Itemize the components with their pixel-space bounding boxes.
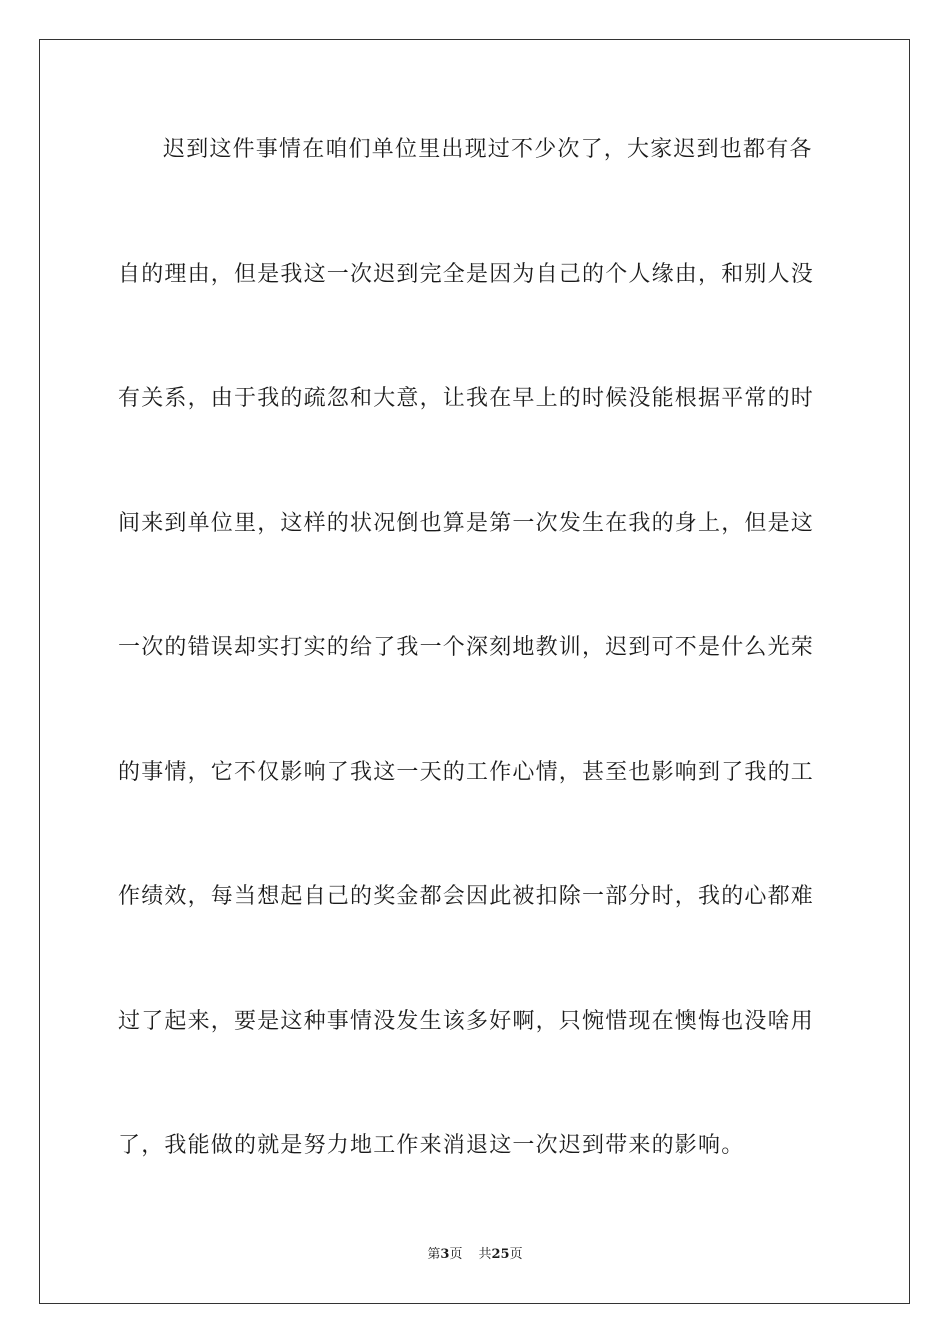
- paragraph-line-2: 自的理由，但是我这一次迟到完全是因为自己的个人缘由，和别人没: [118, 262, 815, 287]
- paragraph-line-3: 有关系，由于我的疏忽和大意，让我在早上的时候没能根据平常的时: [118, 386, 815, 411]
- paragraph-line-5: 一次的错误却实打实的给了我一个深刻地教训，迟到可不是什么光荣: [118, 635, 815, 660]
- page-number-suffix: 页: [449, 1247, 463, 1262]
- page-border: [39, 39, 910, 1304]
- paragraph-line-7: 作绩效，每当想起自己的奖金都会因此被扣除一部分时，我的心都难: [118, 884, 815, 909]
- paragraph-line-9: 了，我能做的就是努力地工作来消退这一次迟到带来的影响。: [118, 1133, 745, 1158]
- paragraph-line-1: 迟到这件事情在咱们单位里出现过不少次了，大家迟到也都有各: [163, 137, 813, 162]
- page-total-prefix: 共: [478, 1247, 492, 1262]
- paragraph-line-8: 过了起来，要是这种事情没发生该多好啊，只惋惜现在懊悔也没啥用: [118, 1009, 815, 1034]
- paragraph-line-6: 的事情，它不仅影响了我这一天的工作心情，甚至也影响到了我的工: [118, 760, 815, 785]
- page-number-current: 3: [440, 1247, 450, 1262]
- paragraph-line-4: 间来到单位里，这样的状况倒也算是第一次发生在我的身上，但是这: [118, 511, 815, 536]
- page-total-suffix: 页: [509, 1247, 523, 1262]
- page-footer: [0, 1246, 950, 1264]
- page-number-prefix: 第: [427, 1247, 441, 1262]
- page-total-count: 25: [491, 1247, 510, 1262]
